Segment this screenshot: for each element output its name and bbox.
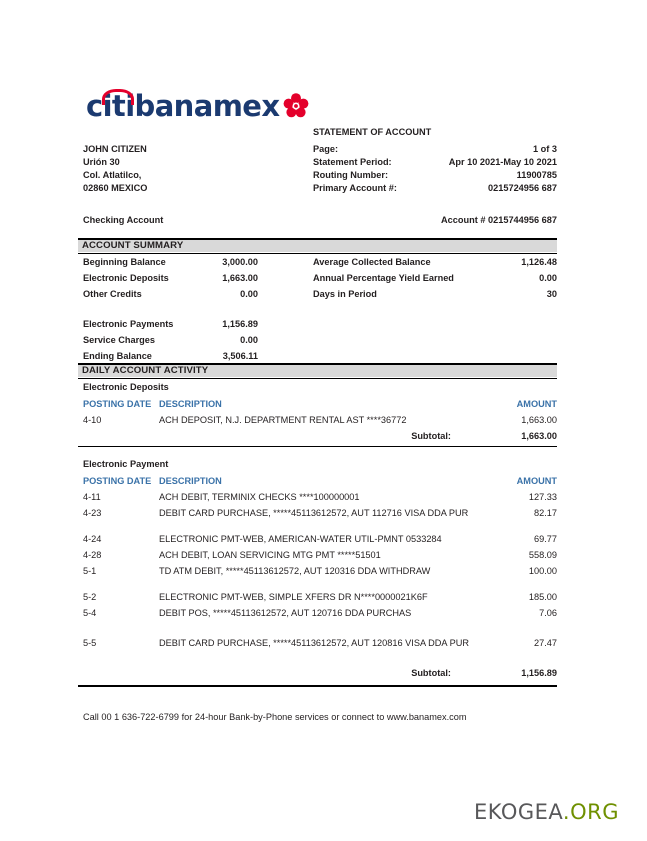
deposits-col-description: DESCRIPTION (159, 399, 222, 409)
row-description: ACH DEPOSIT, N.J. DEPARTMENT RENTAL AST ****36772 (159, 415, 407, 425)
row-date: 4-24 (83, 534, 102, 544)
row-description: DEBIT CARD PURCHASE, *****45113612572, AUT 120816 VISA DDA PUR (159, 638, 469, 648)
row-amount: 185.00 (528, 592, 557, 602)
payments-col-amount: AMOUNT (516, 476, 557, 486)
statement-period-label: Statement Period: (313, 157, 392, 167)
row-date: 4-23 (83, 508, 102, 518)
other-credits-value: 0.00 (240, 289, 258, 299)
watermark-name: EKOGEA (473, 800, 563, 824)
ending-balance-value: 3,506.11 (222, 351, 258, 361)
statement-period-value: Apr 10 2021-May 10 2021 (448, 157, 557, 167)
row-description: ELECTRONIC PMT-WEB, AMERICAN-WATER UTIL-PMNT 0533284 (159, 534, 442, 544)
customer-address-line-2: Col. Atlatilco, (83, 170, 142, 180)
other-credits-label: Other Credits (83, 289, 142, 299)
rosette-flower-icon (283, 93, 309, 119)
account-summary-title: ACCOUNT SUMMARY (82, 240, 184, 251)
row-amount: 558.09 (528, 550, 557, 560)
deposits-col-posting-date: POSTING DATE (83, 399, 152, 409)
average-collected-balance-label: Average Collected Balance (313, 257, 431, 267)
deposits-subtotal-value: 1,663.00 (521, 431, 557, 441)
row-description: ACH DEBIT, LOAN SERVICING MTG PMT *****51501 (159, 550, 381, 560)
deposits-subtotal-label: Subtotal: (411, 431, 451, 441)
deposits-section-rule (78, 446, 557, 447)
days-in-period-label: Days in Period (313, 289, 377, 299)
row-date: 5-1 (83, 566, 97, 576)
row-description: TD ATM DEBIT, *****45113612572, AUT 120316 DDA WITHDRAW (159, 566, 431, 576)
section-title-electronic-payment: Electronic Payment (83, 459, 169, 469)
days-in-period-value: 30 (546, 289, 557, 299)
citibanamex-logo (86, 88, 309, 124)
page-value: 1 of 3 (533, 144, 557, 154)
section-title-electronic-deposits: Electronic Deposits (83, 382, 169, 392)
service-charges-label: Service Charges (83, 335, 156, 345)
electronic-payments-label: Electronic Payments (83, 319, 174, 329)
logo-wordmark (86, 91, 279, 121)
apy-earned-value: 0.00 (539, 273, 557, 283)
apy-earned-label: Annual Percentage Yield Earned (313, 273, 454, 283)
account-summary-bottom-rule (78, 253, 557, 254)
row-amount: 69.77 (534, 534, 557, 544)
row-description: ACH DEBIT, TERMINIX CHECKS ****100000001 (159, 492, 360, 502)
payments-col-description: DESCRIPTION (159, 476, 222, 486)
payments-subtotal-value: 1,156.89 (521, 668, 557, 678)
daily-activity-bottom-rule (78, 378, 557, 379)
payments-col-posting-date: POSTING DATE (83, 476, 152, 486)
logo-text-citi: citi (86, 89, 135, 123)
service-charges-value: 0.00 (240, 335, 258, 345)
average-collected-balance-value: 1,126.48 (521, 257, 557, 267)
row-amount: 100.00 (528, 566, 557, 576)
electronic-payments-value: 1,156.89 (222, 319, 258, 329)
row-description: DEBIT POS, *****45113612572, AUT 120716 DDA PURCHAS (159, 608, 412, 618)
row-date: 5-2 (83, 592, 97, 602)
row-amount: 82.17 (534, 508, 557, 518)
row-amount: 7.06 (539, 608, 557, 618)
row-description: ELECTRONIC PMT-WEB, SIMPLE XFERS DR N****0000021K6F (159, 592, 428, 602)
beginning-balance-label: Beginning Balance (83, 257, 166, 267)
row-amount: 1,663.00 (521, 415, 557, 425)
electronic-deposits-label: Electronic Deposits (83, 273, 169, 283)
page-label: Page: (313, 144, 339, 154)
payments-subtotal-label: Subtotal: (411, 668, 451, 678)
row-date: 4-11 (83, 492, 101, 502)
customer-address-line-1: Urión 30 (83, 157, 120, 167)
ekogea-watermark (474, 800, 619, 824)
customer-name: JOHN CITIZEN (83, 144, 147, 154)
daily-activity-title: DAILY ACCOUNT ACTIVITY (82, 365, 209, 376)
citi-arc-icon (102, 89, 134, 105)
account-type: Checking Account (83, 215, 164, 225)
routing-number-label: Routing Number: (313, 170, 389, 180)
row-amount: 127.33 (528, 492, 557, 502)
deposits-col-amount: AMOUNT (516, 399, 557, 409)
primary-account-label: Primary Account #: (313, 183, 397, 193)
logo-text-banamex: banamex (134, 89, 280, 123)
footer-contact-text: Call 00 1 636-722-6799 for 24-hour Bank-by-Phone services or connect to www.banamex.com (83, 712, 467, 722)
row-description: DEBIT CARD PURCHASE, *****45113612572, AUT 112716 VISA DDA PUR (159, 508, 469, 518)
row-date: 5-4 (83, 608, 97, 618)
beginning-balance-value: 3,000.00 (222, 257, 258, 267)
row-date: 4-10 (83, 415, 102, 425)
watermark-tld: .ORG (562, 800, 619, 824)
row-date: 4-28 (83, 550, 102, 560)
routing-number-value: 11900785 (516, 170, 557, 180)
row-amount: 27.47 (534, 638, 557, 648)
statement-of-account-title: STATEMENT OF ACCOUNT (313, 127, 432, 137)
primary-account-value: 0215724956 687 (488, 183, 557, 193)
electronic-deposits-value: 1,663.00 (222, 273, 258, 283)
ending-balance-label: Ending Balance (83, 351, 152, 361)
account-number: Account # 0215744956 687 (441, 215, 557, 225)
row-date: 5-5 (83, 638, 97, 648)
customer-address-line-3: 02860 MEXICO (83, 183, 148, 193)
activity-bottom-rule (78, 685, 557, 687)
